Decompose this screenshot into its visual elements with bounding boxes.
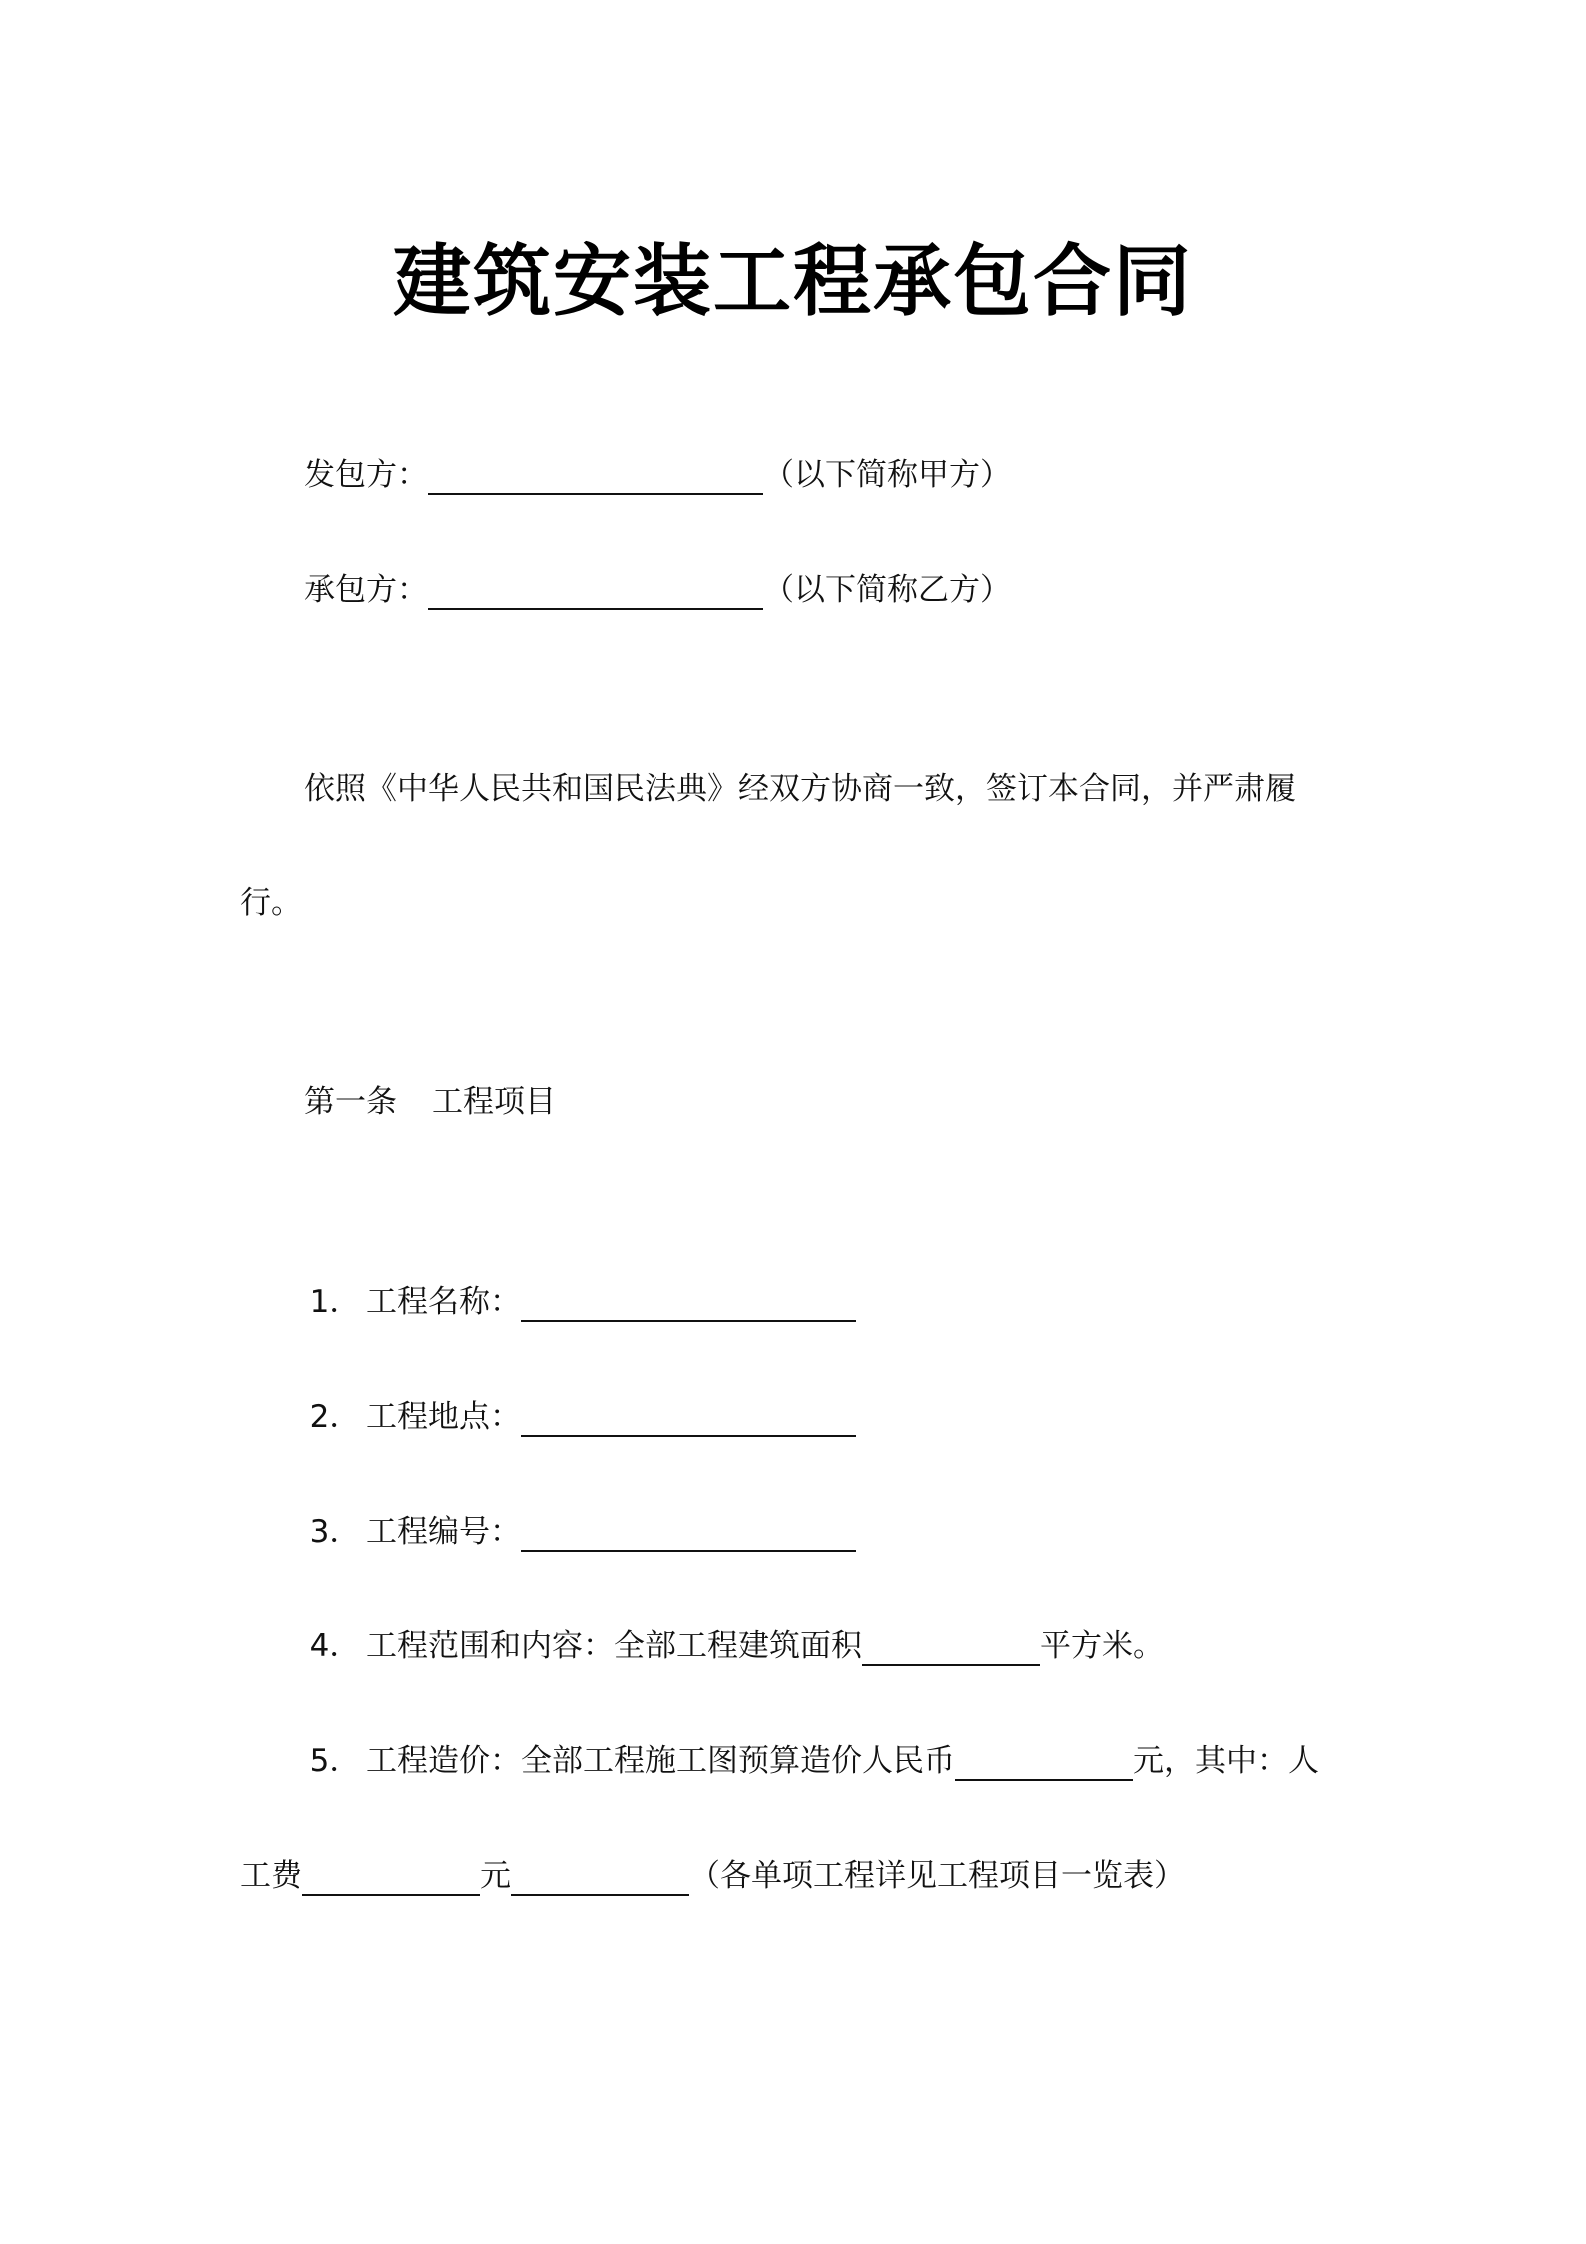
article-1-heading	[304, 1080, 556, 1124]
extra-cost-blank[interactable]	[511, 1858, 689, 1896]
labor-cost-blank[interactable]	[302, 1858, 480, 1896]
item-label: 工程编号：	[366, 1514, 521, 1550]
item-5-continued	[240, 1854, 1185, 1898]
contractor-label: 承包方：	[304, 572, 428, 608]
floor-area-blank[interactable]	[862, 1628, 1040, 1666]
employer-line	[304, 453, 1011, 497]
item-label: 工程名称：	[366, 1284, 521, 1320]
contractor-line	[304, 568, 1011, 612]
item-number: 3．	[309, 1514, 361, 1550]
contractor-blank[interactable]	[428, 572, 763, 610]
item-label: 工程范围和内容：全部工程建筑面积	[366, 1628, 862, 1664]
item-1	[304, 1280, 856, 1324]
labor-cost-label: 工费	[240, 1858, 302, 1894]
item-label: 工程造价：全部工程施工图预算造价人民币	[366, 1743, 955, 1779]
employer-label: 发包方：	[304, 457, 428, 493]
employer-note: （以下简称甲方）	[763, 457, 1011, 493]
currency-unit: 元	[480, 1858, 511, 1894]
item-number: 2．	[309, 1399, 361, 1435]
item-suffix: 元，其中：人	[1133, 1743, 1319, 1779]
item-label: 工程地点：	[366, 1399, 521, 1435]
preamble-line-1: 依照《中华人民共和国民法典》经双方协商一致，签订本合同，并严肃履	[304, 771, 1296, 807]
item-3	[304, 1510, 856, 1554]
project-location-blank[interactable]	[521, 1399, 856, 1437]
project-code-blank[interactable]	[521, 1514, 856, 1552]
article-number: 第一条	[304, 1084, 397, 1120]
item-2	[304, 1395, 856, 1439]
item-5	[304, 1739, 1319, 1783]
project-name-blank[interactable]	[521, 1284, 856, 1322]
item-number: 5．	[309, 1743, 361, 1779]
item-suffix: 平方米。	[1040, 1628, 1164, 1664]
item-number: 1．	[309, 1284, 361, 1320]
item-note: （各单项工程详见工程项目一览表）	[689, 1858, 1185, 1894]
contractor-note: （以下简称乙方）	[763, 572, 1011, 608]
article-title: 工程项目	[432, 1084, 556, 1120]
item-4	[304, 1624, 1164, 1668]
document-title: 建筑安装工程承包合同	[392, 237, 1193, 327]
preamble-line-2: 行。	[240, 885, 302, 921]
total-cost-blank[interactable]	[955, 1743, 1133, 1781]
item-number: 4．	[309, 1628, 361, 1664]
employer-blank[interactable]	[428, 457, 763, 495]
